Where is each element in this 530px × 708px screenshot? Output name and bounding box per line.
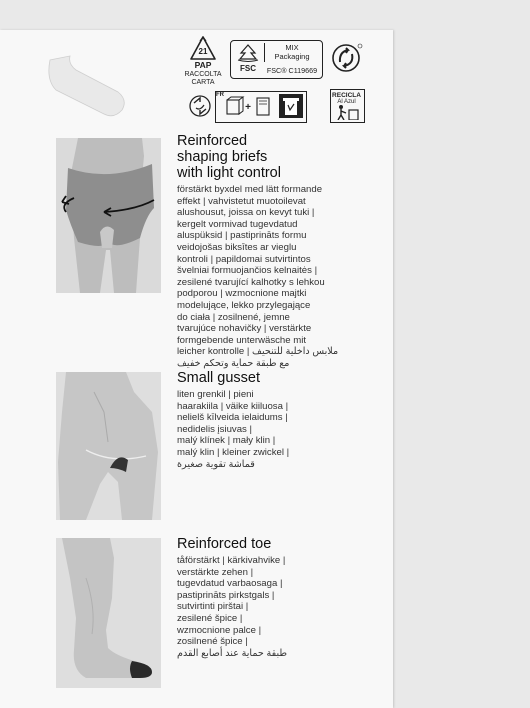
fsc-code: FSC® C119669 bbox=[266, 66, 318, 75]
recicla-text-2: Al Azul bbox=[337, 99, 356, 105]
body-line: malý klin | kleiner zwickel | bbox=[177, 446, 290, 458]
title-line: Small gusset bbox=[177, 370, 261, 386]
title-line: with light control bbox=[177, 165, 281, 181]
recicla-text-1: RECICLA bbox=[332, 92, 361, 99]
body-line: effekt | vahvistetut muotoilevat bbox=[177, 195, 306, 207]
body-line: veidojošas biksītes ar vieglu bbox=[177, 241, 297, 253]
body-line: طبقة حماية عند أصابع القدم bbox=[177, 647, 287, 659]
section-title bbox=[177, 133, 352, 181]
body-line: verstärkte zehen | bbox=[177, 566, 254, 578]
section-small-gusset bbox=[177, 370, 352, 470]
body-line: مع طبقة حماية وتحكم خفيف bbox=[177, 357, 290, 369]
title-line: shaping briefs bbox=[177, 149, 268, 165]
body-line: sutvirtinti pirštai | bbox=[177, 601, 249, 613]
body-line: modelujące, lekko przylegające bbox=[177, 299, 311, 311]
body-line: kergelt vormivad tugevdatud bbox=[177, 218, 298, 230]
body-line: wzmocnione palce | bbox=[177, 624, 262, 636]
body-line: alushousut, joissa on kevyt tuki | bbox=[177, 207, 315, 219]
body-line: zosilnené špice | bbox=[177, 636, 248, 648]
fsc-line2: Packaging bbox=[274, 52, 310, 61]
fsc-brand: FSC bbox=[240, 64, 256, 73]
paper-icon bbox=[253, 96, 273, 118]
carton-icon bbox=[223, 96, 245, 118]
section-shaping-briefs bbox=[177, 133, 352, 370]
section-body bbox=[177, 389, 352, 470]
section-body bbox=[177, 184, 352, 370]
triman-country: FR bbox=[216, 92, 224, 98]
section-body bbox=[177, 555, 352, 659]
body-line: formgebende unterwäsche mit bbox=[177, 334, 307, 346]
body-line: nelielš kīlveida ielaidums | bbox=[177, 412, 288, 424]
recycle-hands-icon bbox=[187, 93, 213, 119]
body-line: zesilené špice | bbox=[177, 612, 243, 624]
body-line: pastiprināts pirkstgals | bbox=[177, 589, 275, 601]
body-line: malý klínek | mały klin | bbox=[177, 435, 276, 447]
recycle-note-1: RACCOLTA bbox=[184, 71, 222, 78]
body-line: tåförstärkt | kärkivahvike | bbox=[177, 555, 286, 566]
body-line: tvarujúce nohavičky | verstärkte bbox=[177, 323, 312, 335]
body-line: förstärkt byxdel med lätt formande bbox=[177, 184, 323, 195]
body-line: aluspüksid | pastiprināts formu bbox=[177, 230, 307, 242]
hanger-hole bbox=[42, 52, 128, 122]
body-line: švelniai formuojančios kelnaitės | bbox=[177, 265, 318, 277]
green-dot-icon bbox=[331, 42, 363, 74]
body-line: podporou | wzmocnione majtki bbox=[177, 288, 307, 300]
body-line: nedidelis įsiuvas | bbox=[177, 423, 253, 435]
recicla-person-icon bbox=[333, 104, 361, 120]
packaging-card bbox=[0, 30, 393, 708]
recycle-note-2: CARTA bbox=[191, 79, 215, 86]
body-line: leicher kontrolle | ملابس داخلية للتنحيف bbox=[177, 346, 339, 358]
body-line: do ciała | zosilnené, jemne bbox=[177, 311, 290, 323]
body-line: قماشة تقوية صغيرة bbox=[177, 458, 255, 470]
body-line: liten grenkil | pieni bbox=[177, 389, 254, 400]
reinforced-toe-image bbox=[56, 538, 161, 688]
title-line: Reinforced bbox=[177, 133, 248, 149]
shaping-briefs-image bbox=[56, 138, 161, 293]
body-line: haarakiila | väike kiiluosa | bbox=[177, 400, 289, 412]
recycle-material: PAP bbox=[194, 60, 212, 70]
section-title bbox=[177, 370, 352, 386]
body-line: zesilené tvarující kalhotky s lehkou bbox=[177, 276, 325, 288]
body-line: tugevdatud varbaosaga | bbox=[177, 578, 283, 590]
section-reinforced-toe bbox=[177, 536, 352, 659]
section-title bbox=[177, 536, 352, 552]
bin-icon bbox=[278, 93, 304, 119]
body-line: kontroli | papildomai sutvirtintos bbox=[177, 253, 311, 265]
plus-icon: + bbox=[245, 102, 251, 113]
title-line: Reinforced toe bbox=[177, 536, 272, 552]
gusset-image bbox=[56, 372, 161, 520]
fsc-tree-icon bbox=[236, 43, 260, 63]
fsc-line1: MIX bbox=[285, 43, 299, 52]
recycle-number: 21 bbox=[198, 47, 208, 56]
